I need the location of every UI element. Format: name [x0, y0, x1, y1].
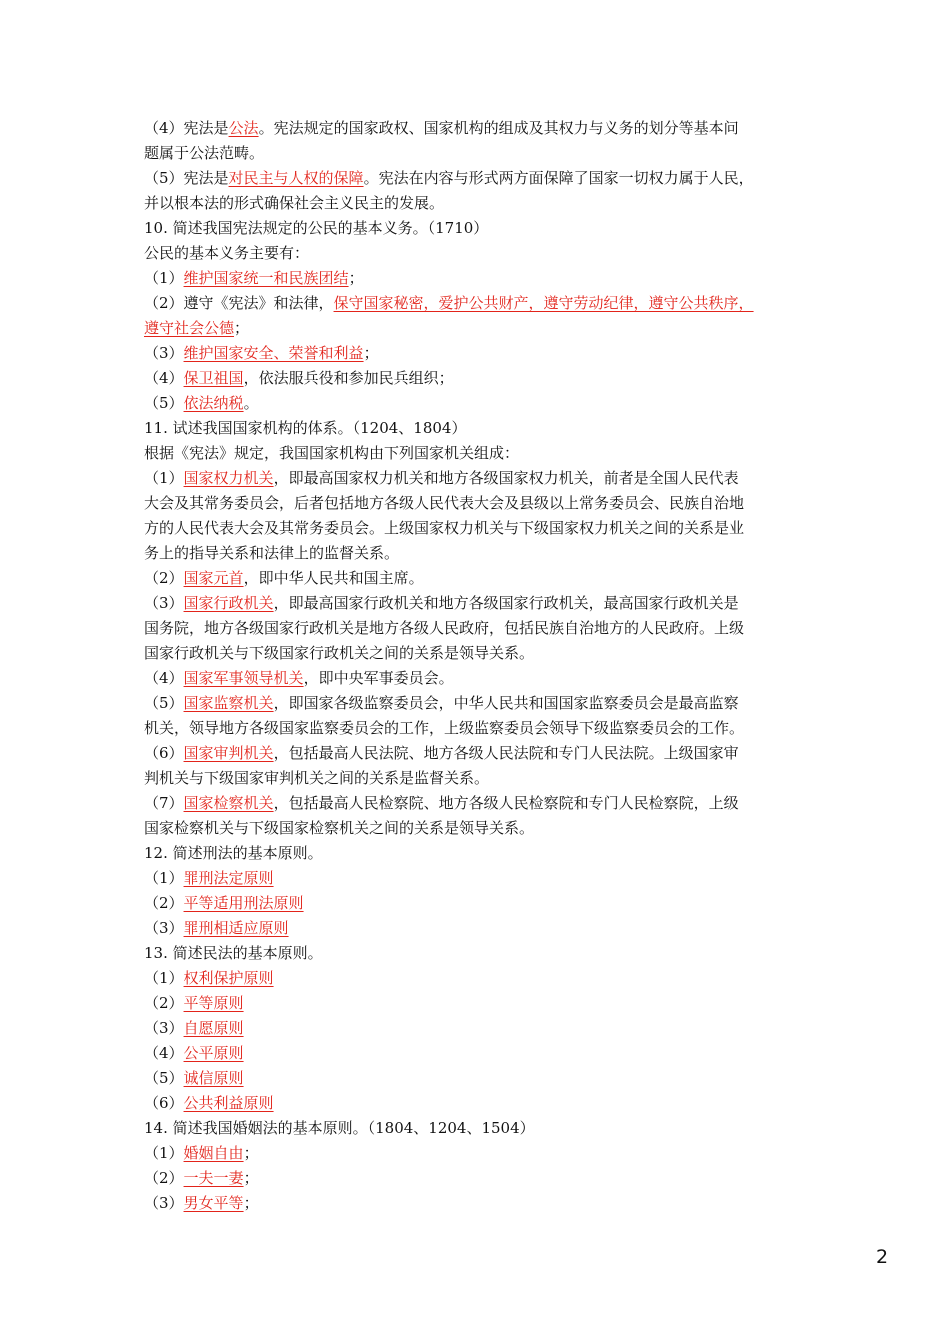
highlighted-answer: 一夫一妻 [183, 1169, 244, 1187]
text-segment: ； [348, 269, 364, 287]
text-segment: （4） [144, 1044, 184, 1062]
text-segment: 机关，领导地方各级国家监察委员会的工作，上级监察委员会领导下级监察委员会的工作。 [144, 719, 745, 737]
text-segment: （6） [144, 1094, 184, 1112]
text-segment: ； [243, 1144, 259, 1162]
document-body [144, 116, 810, 1216]
text-segment: ，依法服兵役和参加民兵组织； [243, 369, 454, 387]
text-segment: 公民的基本义务主要有： [144, 244, 310, 262]
text-segment: （2）遵守《宪法》和法律， [144, 294, 334, 312]
highlighted-answer: 公平原则 [183, 1044, 244, 1062]
text-segment: （5） [144, 1069, 184, 1087]
text-line [144, 841, 810, 866]
text-segment: 13. 简述民法的基本原则。 [144, 944, 323, 962]
text-line [144, 616, 810, 641]
text-line [144, 716, 810, 741]
highlighted-answer: 国家权力机关 [183, 469, 274, 487]
text-line [144, 816, 810, 841]
text-segment: （4）宪法是 [144, 119, 229, 137]
highlighted-answer: 对民主与人权的保障 [228, 169, 364, 187]
text-line [144, 1191, 810, 1216]
highlighted-answer: 遵守社会公德 [144, 319, 235, 337]
text-segment: ； [363, 344, 379, 362]
text-line [144, 291, 810, 316]
text-line [144, 466, 810, 491]
text-segment: 10. 简述我国宪法规定的公民的基本义务。（1710） [144, 219, 489, 237]
text-segment: ，包括最高人民检察院、地方各级人民检察院和专门人民检察院，上级 [273, 794, 739, 812]
text-segment: ； [243, 1194, 259, 1212]
text-segment: 。 [243, 394, 259, 412]
highlighted-answer: 保卫祖国 [183, 369, 244, 387]
text-line [144, 241, 810, 266]
text-segment: （7） [144, 794, 184, 812]
text-line [144, 391, 810, 416]
text-segment: （3） [144, 1019, 184, 1037]
text-line [144, 1091, 810, 1116]
text-line [144, 741, 810, 766]
text-segment: （3） [144, 594, 184, 612]
text-segment: 。宪法在内容与形式两方面保障了国家一切权力属于人民， [363, 169, 754, 187]
text-segment: 题属于公法范畴。 [144, 144, 265, 162]
text-line [144, 1141, 810, 1166]
text-segment: ，包括最高人民法院、地方各级人民法院和专门人民法院。上级国家审 [273, 744, 739, 762]
text-segment: （6） [144, 744, 184, 762]
text-segment: 12. 简述刑法的基本原则。 [144, 844, 323, 862]
text-segment: （5） [144, 394, 184, 412]
highlighted-answer: 依法纳税 [183, 394, 244, 412]
text-segment: （1） [144, 869, 184, 887]
highlighted-answer: 国家元首 [183, 569, 244, 587]
highlighted-answer: 维护国家安全、荣誉和利益 [183, 344, 364, 362]
text-segment: （1） [144, 269, 184, 287]
text-line [144, 516, 810, 541]
text-segment: （4） [144, 369, 184, 387]
text-line [144, 1016, 810, 1041]
text-line [144, 141, 810, 166]
text-segment: 国家行政机关与下级国家行政机关之间的关系是领导关系。 [144, 644, 535, 662]
text-segment: 大会及其常务委员会，后者包括地方各级人民代表大会及县级以上常务委员会、民族自治地 [144, 494, 745, 512]
text-line [144, 366, 810, 391]
text-segment: ，即最高国家权力机关和地方各级国家权力机关，前者是全国人民代表 [273, 469, 739, 487]
text-segment: ； [243, 1169, 259, 1187]
text-line [144, 416, 810, 441]
text-segment: （3） [144, 919, 184, 937]
text-segment: ，即国家各级监察委员会，中华人民共和国国家监察委员会是最高监察 [273, 694, 739, 712]
text-line [144, 1116, 810, 1141]
text-segment: （4） [144, 669, 184, 687]
text-segment: 方的人民代表大会及其常务委员会。上级国家权力机关与下级国家权力机关之间的关系是业 [144, 519, 745, 537]
text-segment: （2） [144, 894, 184, 912]
text-line [144, 916, 810, 941]
text-segment: ，即中华人民共和国主席。 [243, 569, 424, 587]
text-segment: （5） [144, 694, 184, 712]
highlighted-answer: 保守国家秘密，爱护公共财产，遵守劳动纪律，遵守公共秩序， [333, 294, 754, 312]
text-line [144, 216, 810, 241]
highlighted-answer: 国家检察机关 [183, 794, 274, 812]
text-segment: （2） [144, 994, 184, 1012]
text-line [144, 991, 810, 1016]
page-number: 2 [876, 1246, 889, 1268]
text-line [144, 766, 810, 791]
highlighted-answer: 维护国家统一和民族团结 [183, 269, 349, 287]
highlighted-answer: 国家行政机关 [183, 594, 274, 612]
text-segment: 并以根本法的形式确保社会主义民主的发展。 [144, 194, 445, 212]
text-line [144, 666, 810, 691]
highlighted-answer: 公共利益原则 [183, 1094, 274, 1112]
highlighted-answer: 罪刑相适应原则 [183, 919, 289, 937]
highlighted-answer: 平等适用刑法原则 [183, 894, 304, 912]
highlighted-answer: 男女平等 [183, 1194, 244, 1212]
highlighted-answer: 罪刑法定原则 [183, 869, 274, 887]
text-segment: 判机关与下级国家审判机关之间的关系是监督关系。 [144, 769, 490, 787]
text-segment: （3） [144, 344, 184, 362]
text-line [144, 791, 810, 816]
text-line [144, 691, 810, 716]
highlighted-answer: 国家审判机关 [183, 744, 274, 762]
text-segment: （3） [144, 1194, 184, 1212]
text-line [144, 541, 810, 566]
highlighted-answer: 诚信原则 [183, 1069, 244, 1087]
text-line [144, 1166, 810, 1191]
text-line [144, 941, 810, 966]
text-segment: 国务院，地方各级国家行政机关是地方各级人民政府，包括民族自治地方的人民政府。上级 [144, 619, 745, 637]
text-line [144, 966, 810, 991]
text-line [144, 866, 810, 891]
text-segment: （1） [144, 1144, 184, 1162]
text-line [144, 266, 810, 291]
text-segment: ，即中央军事委员会。 [303, 669, 454, 687]
text-line [144, 191, 810, 216]
text-line [144, 1041, 810, 1066]
text-line [144, 441, 810, 466]
text-segment: 11. 试述我国国家机构的体系。（1204、1804） [144, 419, 467, 437]
text-line [144, 166, 810, 191]
text-segment: （5）宪法是 [144, 169, 229, 187]
text-line [144, 591, 810, 616]
text-segment: 。宪法规定的国家政权、国家机构的组成及其权力与义务的划分等基本问 [258, 119, 739, 137]
text-segment: 根据《宪法》规定，我国国家机构由下列国家机关组成： [144, 444, 520, 462]
text-segment: 务上的指导关系和法律上的监督关系。 [144, 544, 400, 562]
text-line [144, 1066, 810, 1091]
text-segment: ，即最高国家行政机关和地方各级国家行政机关，最高国家行政机关是 [273, 594, 739, 612]
text-segment: 国家检察机关与下级国家检察机关之间的关系是领导关系。 [144, 819, 535, 837]
text-line [144, 891, 810, 916]
text-line [144, 641, 810, 666]
text-line [144, 566, 810, 591]
text-segment: （1） [144, 969, 184, 987]
highlighted-answer: 平等原则 [183, 994, 244, 1012]
highlighted-answer: 公法 [228, 119, 259, 137]
text-line [144, 341, 810, 366]
text-segment: （2） [144, 569, 184, 587]
highlighted-answer: 权利保护原则 [183, 969, 274, 987]
highlighted-answer: 婚姻自由 [183, 1144, 244, 1162]
text-segment: （1） [144, 469, 184, 487]
text-line [144, 316, 810, 341]
text-line [144, 491, 810, 516]
highlighted-answer: 自愿原则 [183, 1019, 244, 1037]
text-line [144, 116, 810, 141]
highlighted-answer: 国家军事领导机关 [183, 669, 304, 687]
text-segment: 14. 简述我国婚姻法的基本原则。（1804、1204、1504） [144, 1119, 535, 1137]
highlighted-answer: 国家监察机关 [183, 694, 274, 712]
text-segment: （2） [144, 1169, 184, 1187]
text-segment: ； [234, 319, 250, 337]
